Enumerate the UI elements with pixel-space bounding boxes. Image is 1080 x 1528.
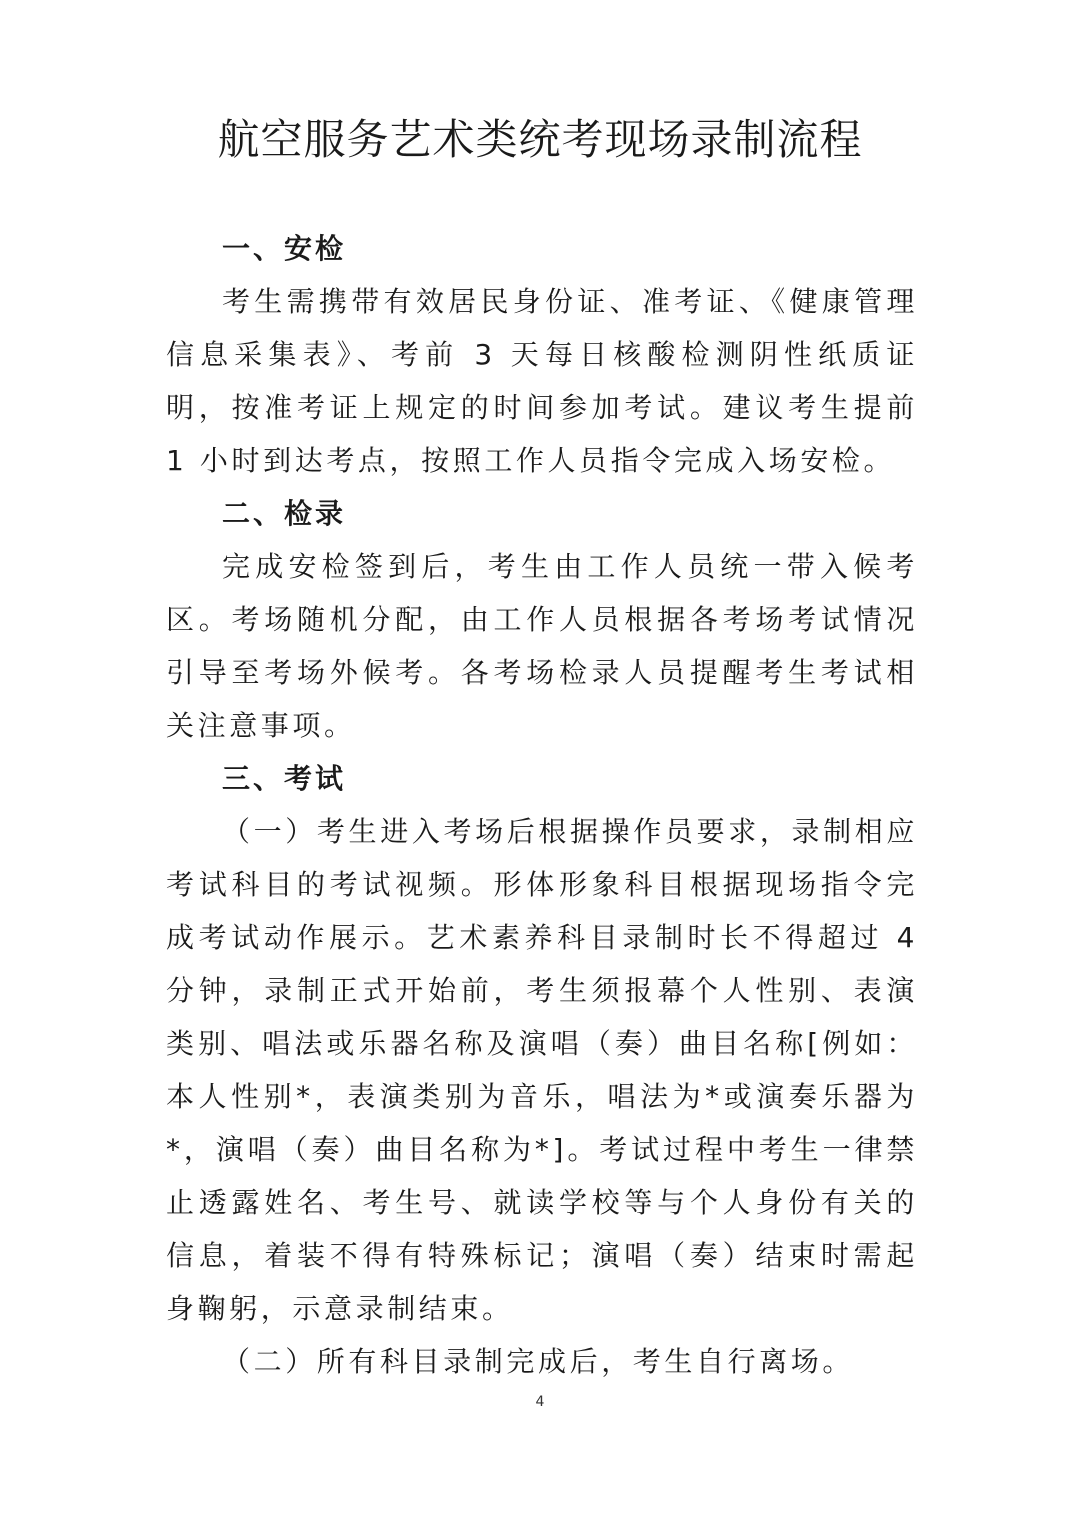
document-body: [166, 222, 918, 1388]
section-paragraph: （一）考生进入考场后根据操作员要求，录制相应考试科目的考试视频。形体形象科目根据现场指令完成考试动作展示。艺术素养科目录制时长不得超过 4 分钟，录制正式开始前，考生须报幕个人性别、表演类别、唱法或乐器名称及演唱（奏）曲目名称[例如：本人性别*，表演类别为音乐，唱法为*或演奏乐器为*，演唱（奏）曲目名称为*]。考试过程中考生一律禁止透露姓名、考生号、就读学校等与个人身份有关的信息，着装不得有特殊标记；演唱（奏）结束时需起身鞠躬，示意录制结束。: [166, 815, 918, 1325]
section-heading-security-check: 一、安检: [222, 232, 347, 265]
section-heading-check-in: 二、检录: [222, 497, 347, 530]
section-paragraph: 考生需携带有效居民身份证、准考证、《健康管理信息采集表》、考前 3 天每日核酸检测阴性纸质证明，按准考证上规定的时间参加考试。建议考生提前 1 小时到达考点，按照工作人员指令完成入场安检。: [166, 285, 918, 477]
section-paragraph: 完成安检签到后，考生由工作人员统一带入候考区。考场随机分配，由工作人员根据各考场考试情况引导至考场外候考。各考场检录人员提醒考生考试相关注意事项。: [166, 550, 918, 742]
document-title: 航空服务艺术类统考现场录制流程: [217, 115, 863, 164]
section-heading-exam: 三、考试: [222, 762, 347, 795]
page-number: 4: [535, 1394, 545, 1410]
section-paragraph: （二）所有科目录制完成后，考生自行离场。: [222, 1345, 855, 1378]
